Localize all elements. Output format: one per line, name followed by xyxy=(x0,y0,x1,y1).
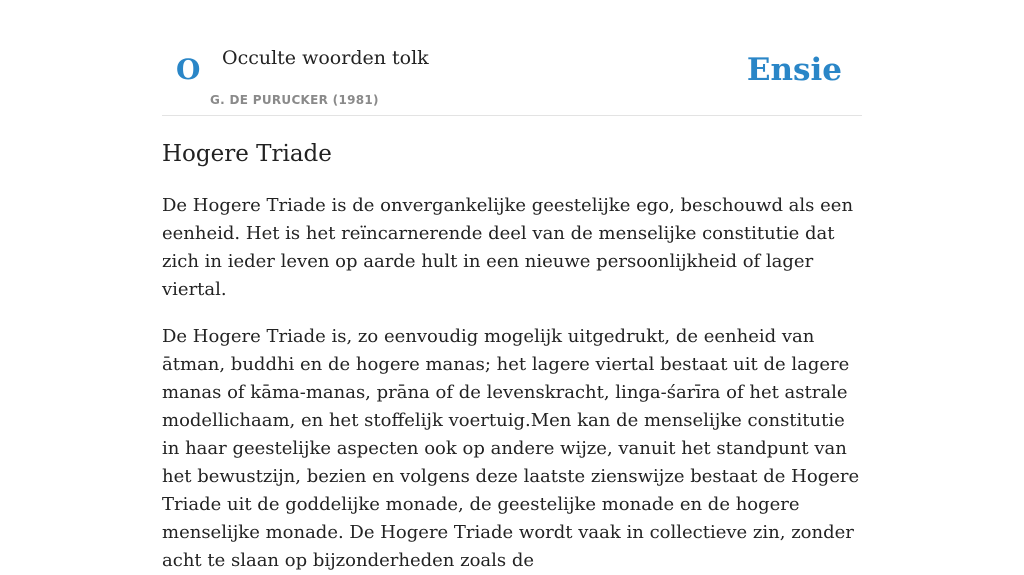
index-letter[interactable]: O xyxy=(176,53,201,86)
entry-paragraph: De Hogere Triade is de onvergankelijke geestelijke ego, beschouwd als een eenheid. Het is het reïncarnerende deel van de menselijke constitutie dat zich in ieder leven op aarde hult in een nieuwe persoonlijkheid of lager viertal. xyxy=(162,195,854,300)
entry-paragraph: De Hogere Triade is, zo eenvoudig mogelijk uitgedrukt, de eenheid van ātman, buddhi en de hogere manas; het lagere viertal bestaat uit de lagere manas of kāma-manas, prāna of de levenskracht, linga-śarīra of het astrale modellichaam, en het stoffelijk voertuig.Men kan de menselijke constitutie in haar geestelijke aspecten ook op andere wijze, vanuit het standpunt van het bewustzijn, bezien en volgens deze laatste zienswijze bestaat de Hogere Triade uit de goddelijke monade, de geestelijke monade en de hogere menselijke monade. De Hogere Triade wordt vaak in collectieve zin, zonder acht te slaan op bijzonderheden zoals de xyxy=(162,326,860,571)
brand-logo-link[interactable]: Ensie xyxy=(746,52,842,88)
entry-content xyxy=(162,134,867,575)
entry-title: Hogere Triade xyxy=(162,141,332,167)
author-label: G. DE PURUCKER (1981) xyxy=(210,93,379,107)
page-header xyxy=(162,36,862,116)
book-title-link[interactable]: Occulte woorden tolk xyxy=(222,47,429,69)
